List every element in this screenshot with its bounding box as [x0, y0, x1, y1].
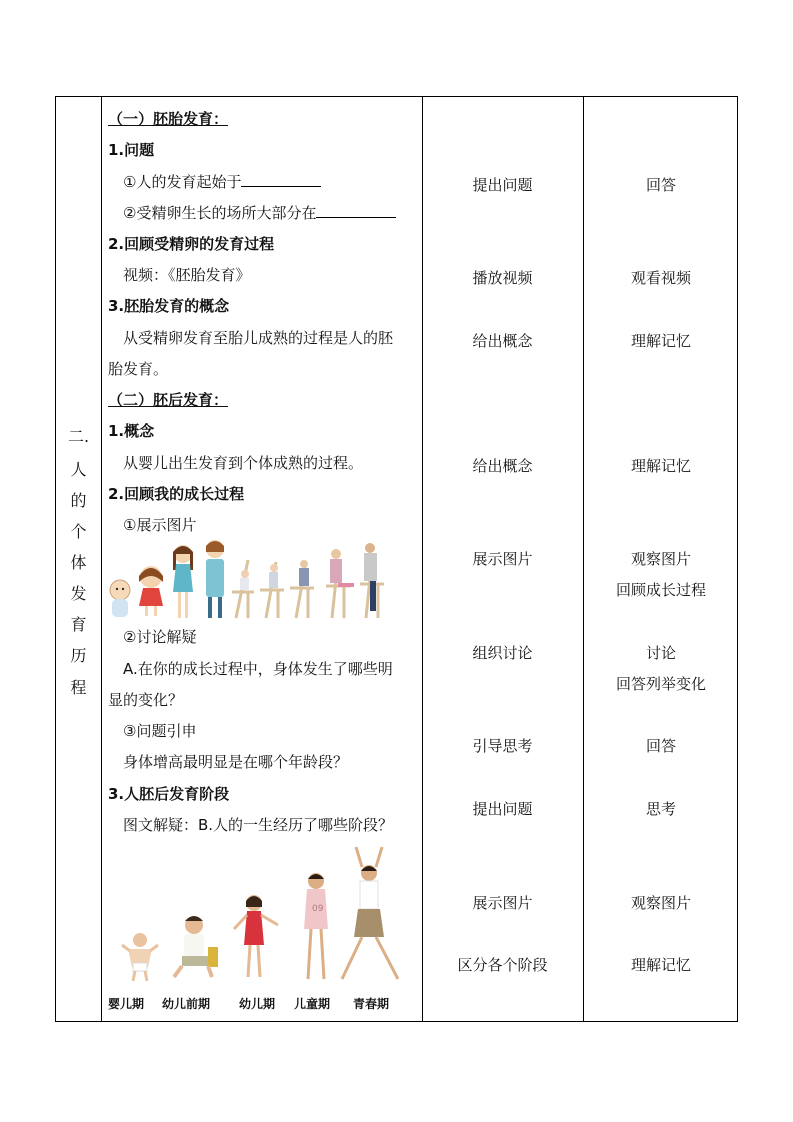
teacher-activity: 提出问题	[472, 800, 533, 818]
section-label-char: 的	[70, 491, 87, 510]
student-activity: 观察图片	[630, 550, 691, 568]
life-stages-illustration	[108, 845, 408, 987]
student-activity: 理解记忆	[630, 332, 691, 350]
section-label-char: 体	[70, 553, 87, 572]
teacher-activity: 给出概念	[472, 457, 533, 475]
teacher-activity: 组织讨论	[472, 644, 533, 662]
child-photo-figure	[234, 895, 278, 977]
toddler-photo-figure	[174, 916, 218, 977]
student-activity: 回答	[645, 176, 676, 194]
show-picture-text: ①展示图片	[123, 516, 197, 534]
discuss-text: ②讨论解疑	[123, 628, 197, 646]
subheading-growth: 2.回顾我的成长过程	[108, 485, 245, 503]
stage-label-teen: 青春期	[353, 997, 390, 1011]
discuss-question-line-1: A.在你的成长过程中，身体发生了哪些明	[123, 660, 393, 678]
high-chair-sequence	[232, 558, 384, 618]
answer-blank	[241, 172, 321, 187]
concept-line-2: 胎发育。	[108, 360, 169, 378]
subheading-concept-2: 1.概念	[108, 422, 155, 440]
student-activity: 理解记忆	[630, 956, 691, 974]
teacher-activity: 展示图片	[472, 550, 533, 568]
extend-question: 身体增高最明显是在哪个年龄段？	[123, 753, 349, 771]
col-divider	[101, 97, 102, 1021]
heading-embryonic: （一）胚胎发育：	[108, 110, 229, 128]
section-label-char: 人	[70, 460, 87, 479]
subheading-question: 1.问题	[108, 141, 155, 159]
stage-label-child: 儿童期	[294, 997, 331, 1011]
concept-2-text: 从婴儿出生发育到个体成熟的过程。	[123, 454, 364, 472]
question-2-text: ②受精卵生长的场所大部分在	[123, 204, 317, 222]
stage-label-toddler: 幼儿前期	[162, 997, 211, 1011]
question-1	[108, 172, 424, 192]
student-activity: 回答	[645, 737, 676, 755]
answer-blank	[316, 203, 396, 218]
infant-photo-figure	[122, 933, 158, 981]
teacher-activity: 给出概念	[472, 332, 533, 350]
question-1-text: ①人的发育起始于	[123, 173, 242, 191]
section-label-char: 个	[70, 522, 87, 541]
stage-label-early-child: 幼儿期	[239, 997, 276, 1011]
question-2	[108, 203, 424, 223]
subheading-concept: 3.胚胎发育的概念	[108, 297, 230, 315]
cartoon-woman-figure	[206, 540, 224, 618]
stage-question: 图文解疑：B.人的一生经历了哪些阶段？	[123, 816, 394, 834]
stage-label-infant: 婴儿期	[108, 997, 145, 1011]
student-activity: 回答列举变化	[615, 675, 706, 693]
teacher-activity: 播放视频	[472, 269, 533, 287]
teen-photo-figure	[342, 847, 398, 979]
section-label-char: 二.	[67, 427, 90, 446]
older-child-photo-figure	[304, 873, 328, 979]
discuss-question-line-2: 显的变化？	[108, 691, 184, 709]
section-label-char: 育	[70, 615, 87, 634]
teacher-activity: 提出问题	[472, 176, 533, 194]
extend-text: ③问题引申	[123, 722, 197, 740]
teacher-activity: 展示图片	[472, 894, 533, 912]
student-activity: 理解记忆	[630, 457, 691, 475]
subheading-review: 2.回顾受精卵的发育过程	[108, 235, 275, 253]
student-activity: 讨论	[645, 644, 676, 662]
student-activity: 观察图片	[630, 894, 691, 912]
cartoon-girl-teal-figure	[173, 545, 193, 618]
student-activity: 回顾成长过程	[615, 581, 706, 599]
section-label-char: 历	[70, 646, 87, 665]
cartoon-baby-figure	[110, 580, 130, 617]
concept-line-1: 从受精卵发育至胎儿成熟的过程是人的胚	[123, 329, 394, 347]
student-activity: 观看视频	[630, 269, 691, 287]
video-text: 视频：《胚胎发育》	[123, 266, 251, 284]
student-activity: 思考	[645, 800, 676, 818]
lesson-table	[55, 96, 738, 1022]
teacher-activity: 引导思考	[472, 737, 533, 755]
section-label	[56, 97, 101, 1021]
shirt-number-graphic: 09	[312, 904, 324, 914]
section-label-char: 程	[70, 678, 87, 697]
heading-postembryonic: （二）胚后发育：	[108, 391, 229, 409]
teacher-activity: 区分各个阶段	[457, 956, 548, 974]
section-label-char: 发	[70, 584, 87, 603]
subheading-stages: 3.人胚后发育阶段	[108, 785, 230, 803]
growth-illustration	[108, 540, 408, 624]
cartoon-girl-red-figure	[139, 566, 163, 616]
